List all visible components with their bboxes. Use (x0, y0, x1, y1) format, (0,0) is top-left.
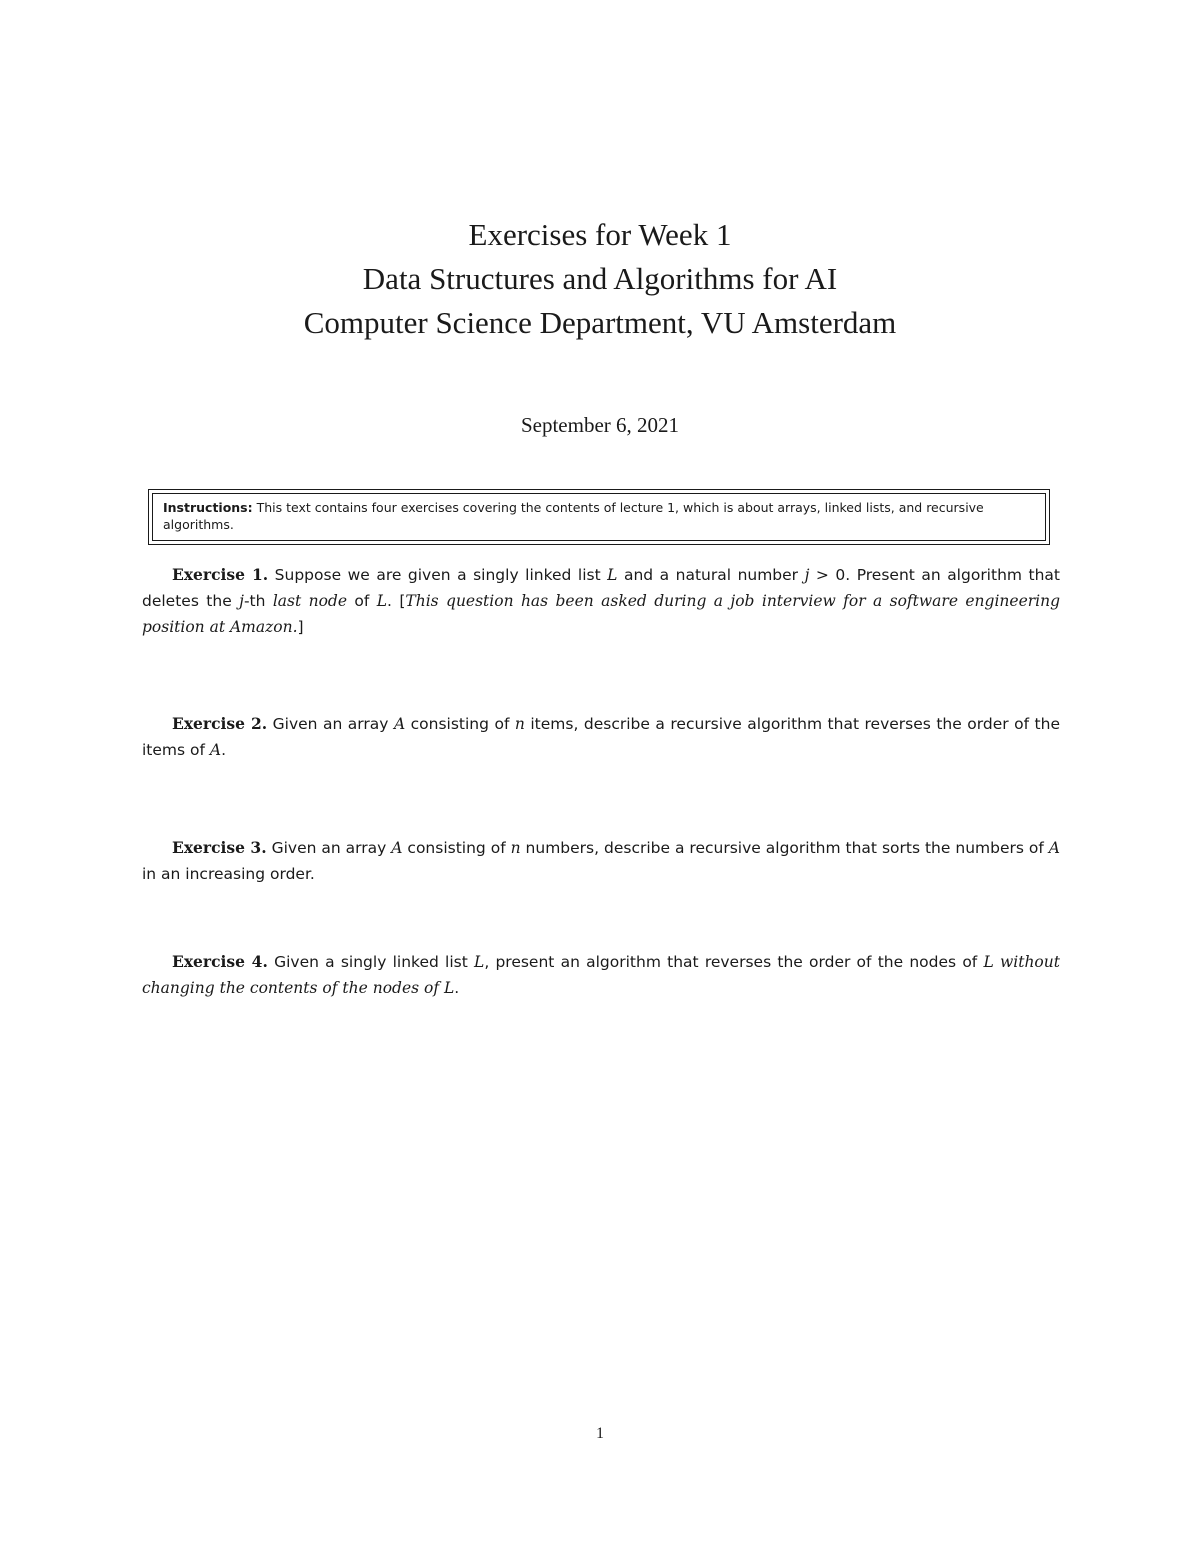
course-title: Data Structures and Algorithms for AI (362, 261, 838, 296)
math-var: A (393, 715, 406, 733)
exercise-1-label: Exercise 1. (172, 565, 269, 584)
math-var: n (514, 715, 525, 733)
exercise-3-text: consisting of (402, 839, 511, 857)
math-var: L (983, 953, 994, 971)
exercise-1-text: . [ (387, 592, 406, 610)
exercise-3-label: Exercise 3. (172, 838, 267, 857)
exercise-2-label: Exercise 2. (172, 714, 268, 733)
math-var: A (391, 839, 403, 857)
exercise-4-text: . (454, 979, 460, 997)
page-number: 1 (596, 1425, 604, 1442)
instructions-lead: Instructions: (163, 500, 253, 515)
title-block (0, 213, 1200, 345)
exercise-3-text: Given an array (271, 839, 392, 857)
exercise-4-text: , present an algorithm that reverses the order of the nodes of (484, 953, 984, 971)
exercise-1-text: > 0. Present an algorithm that deletes the (142, 566, 1060, 610)
math-var: n (510, 839, 521, 857)
math-var: j (804, 566, 810, 584)
instructions-text: This text contains four exercises covering the contents of lecture 1, which is about arrays, linked lists, and recursive algorithms. (163, 500, 984, 532)
math-var: L (607, 566, 618, 584)
math-var: L (376, 592, 388, 610)
exercise-2-text: items, describe a recursive algorithm that reverses the order of the items of (142, 715, 1060, 759)
emphasis-text: last node (272, 592, 348, 610)
emphasis-text: without changing the contents of the nodes of L (142, 953, 1060, 997)
document-date: September 6, 2021 (520, 413, 680, 437)
exercise-2-text: consisting of (405, 715, 515, 733)
document-title: Exercises for Week 1 (468, 217, 732, 252)
exercise-1-text: and a natural number (617, 566, 805, 584)
exercise-4 (142, 949, 1060, 1001)
exercise-1-text: of (347, 592, 377, 610)
exercise-3-text: numbers, describe a recursive algorithm that sorts the numbers of (520, 839, 1049, 857)
department-title: Computer Science Department, VU Amsterdam (303, 305, 897, 340)
math-var: j (239, 592, 244, 610)
exercise-1-text: Suppose we are given a singly linked list (274, 566, 608, 584)
math-var: A (1048, 839, 1060, 857)
instructions-inner-frame (152, 493, 1046, 541)
exercise-1-text: -th (243, 592, 273, 610)
exercise-4-text: Given a singly linked list (274, 953, 475, 971)
math-var: L (474, 953, 485, 971)
exercise-1 (142, 562, 1060, 640)
exercise-3 (142, 835, 1060, 887)
exercise-3-text: in an increasing order. (142, 865, 315, 883)
exercise-1-text: ] (297, 618, 304, 636)
emphasis-text: This question has been asked during a job interview for a software engineering position at Amazon. (142, 592, 1061, 636)
exercise-2-text: . (221, 741, 227, 759)
exercise-4-label: Exercise 4. (172, 952, 268, 971)
instructions-box (148, 489, 1050, 545)
exercise-2 (142, 711, 1060, 763)
math-var: A (209, 741, 222, 759)
exercise-2-text: Given an array (272, 715, 394, 733)
